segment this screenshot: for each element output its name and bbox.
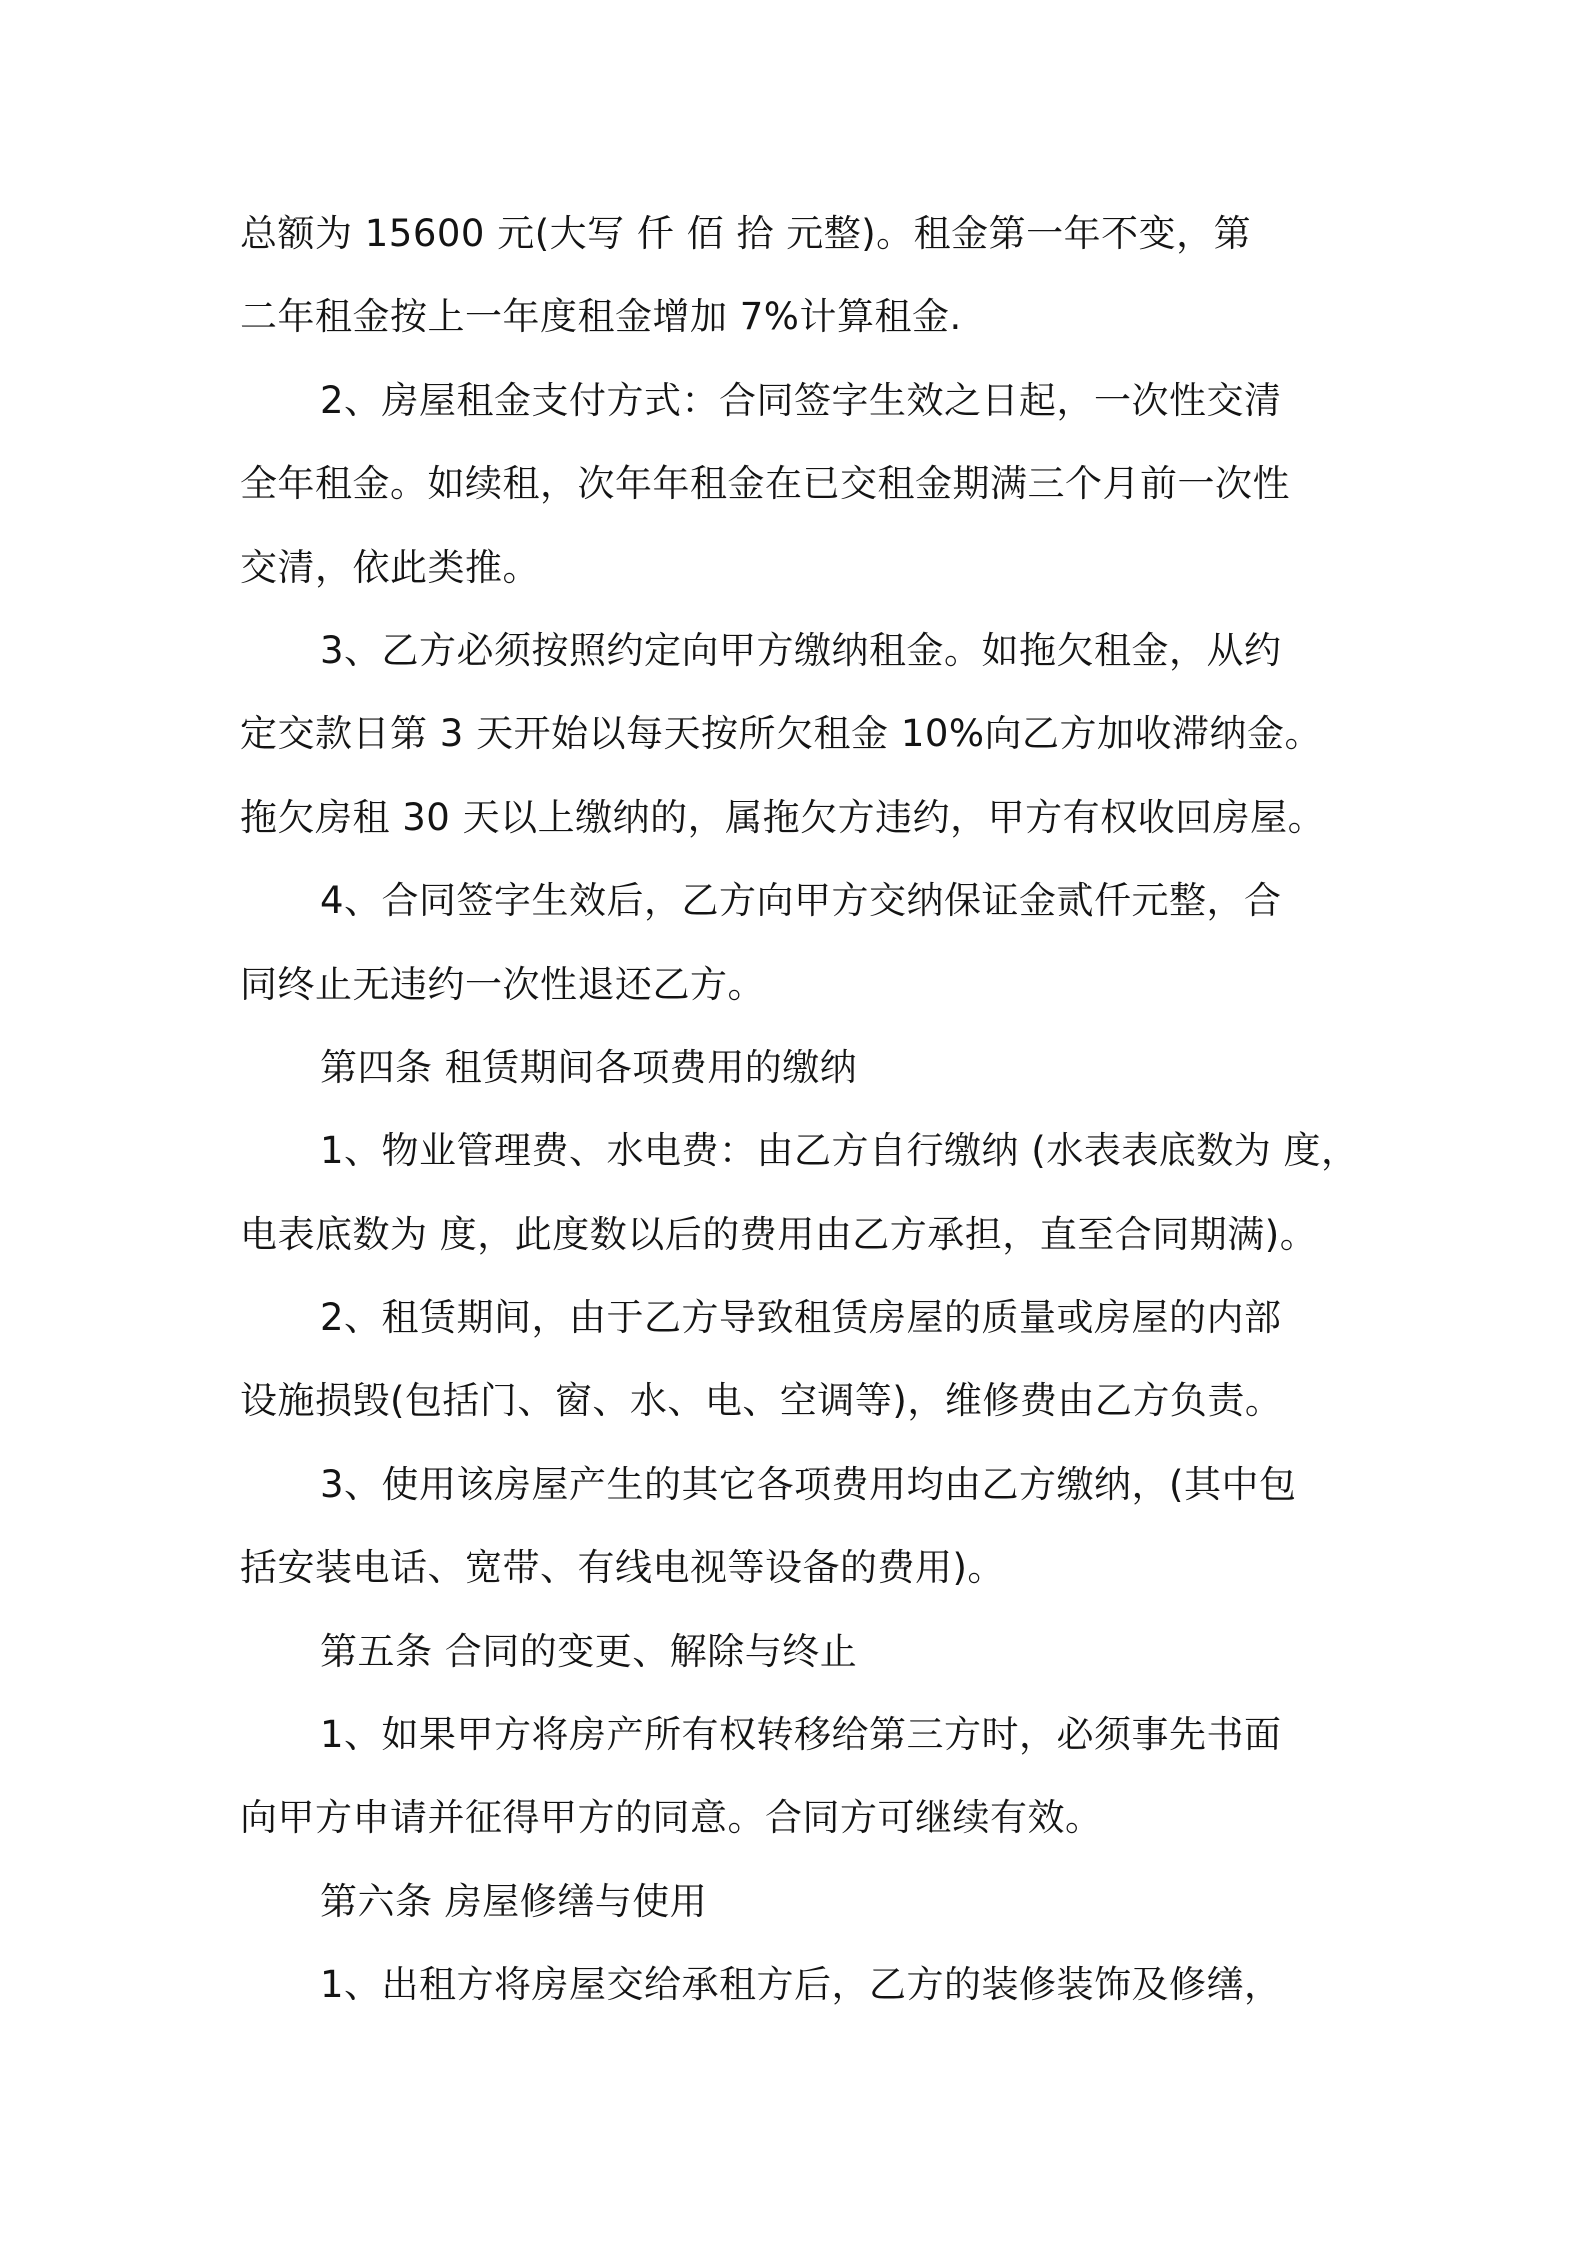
text-line: 总额为 15600 元(大写 仟 佰 拾 元整)。租金第一年不变，第 (240, 212, 1252, 255)
section-heading: 第五条 合同的变更、解除与终止 (320, 1629, 858, 1673)
text-line: 3、乙方必须按照约定向甲方缴纳租金。如拖欠租金，从约 (320, 628, 1282, 672)
text-line: 同终止无违约一次性退还乙方。 (240, 962, 765, 1006)
section-heading: 第六条 房屋修缮与使用 (320, 1879, 708, 1923)
text-line: 2、房屋租金支付方式：合同签字生效之日起，一次性交清 (320, 378, 1282, 422)
text-line: 2、租赁期间，由于乙方导致租赁房屋的质量或房屋的内部 (320, 1296, 1282, 1340)
text-line: 定交款日第 3 天开始以每天按所欠租金 10%向乙方加收滞纳金。 (240, 712, 1323, 756)
section-heading: 第四条 租赁期间各项费用的缴纳 (320, 1045, 858, 1089)
text-line: 设施损毁(包括门、窗、水、电、空调等)，维修费由乙方负责。 (240, 1379, 1283, 1423)
text-line: 全年租金。如续租，次年年租金在已交租金期满三个月前一次性 (240, 462, 1290, 506)
text-line: 1、物业管理费、水电费：由乙方自行缴纳 (水表表底数为 度， (320, 1129, 1359, 1173)
text-line: 电表底数为 度，此度数以后的费用由乙方承担，直至合同期满)。 (240, 1212, 1318, 1256)
text-line: 向甲方申请并征得甲方的同意。合同方可继续有效。 (240, 1796, 1103, 1840)
text-line: 交清，依此类推。 (240, 545, 540, 589)
text-line: 括安装电话、宽带、有线电视等设备的费用)。 (240, 1546, 1005, 1590)
text-line: 1、如果甲方将房产所有权转移给第三方时，必须事先书面 (320, 1713, 1282, 1757)
document-body (240, 192, 1370, 2027)
text-line: 拖欠房租 30 天以上缴纳的，属拖欠方违约，甲方有权收回房屋。 (240, 795, 1326, 839)
text-line: 4、合同签字生效后，乙方向甲方交纳保证金贰仟元整，合 (320, 879, 1282, 923)
text-line: 二年租金按上一年度租金增加 7%计算租金. (240, 295, 962, 339)
text-line: 1、出租方将房屋交给承租方后，乙方的装修装饰及修缮， (320, 1963, 1282, 2007)
text-line: 3、使用该房屋产生的其它各项费用均由乙方缴纳，(其中包 (320, 1462, 1297, 1506)
